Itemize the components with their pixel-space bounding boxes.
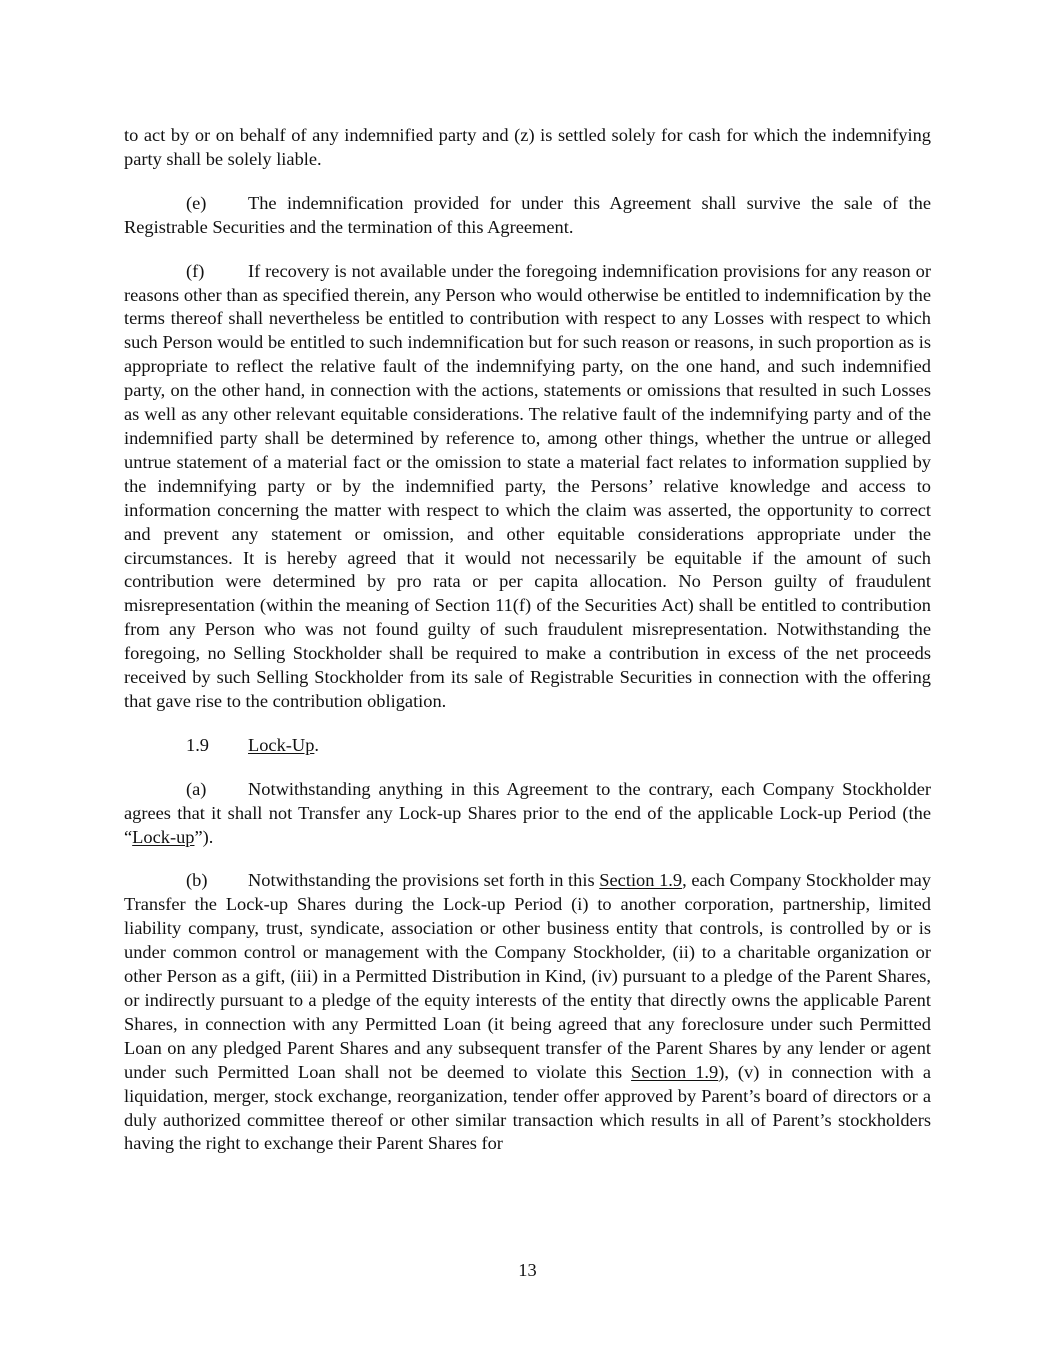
page-body bbox=[124, 124, 931, 1176]
paragraph-a-label: (a) bbox=[186, 778, 207, 799]
section-number: 1.9 bbox=[186, 734, 209, 755]
section-heading-1-9 bbox=[124, 734, 931, 758]
paragraph-a-text-before: Notwithstanding anything in this Agreement to the contrary, each Company Stockholder agrees that it shall not Transfer any Lock-up Shares prior to the end of the applicable Lock-up Period (the “ bbox=[124, 778, 931, 847]
paragraph-b-text-3: ), (v) in connection with a liquidation, merger, stock exchange, reorganization, tender offer approved by Parent’s board of directors or a duly authorized committee thereof or other similar transaction which results in all of Parent’s stockholders having the right to exchange their Parent Shares for bbox=[124, 1061, 931, 1154]
defined-term-lock-up: Lock-up bbox=[132, 826, 195, 847]
paragraph-f-label: (f) bbox=[186, 260, 205, 281]
paragraph-b bbox=[124, 869, 931, 1156]
paragraph-e-text: The indemnification provided for under this Agreement shall survive the sale of the Registrable Securities and the termination of this Agreement. bbox=[124, 192, 931, 237]
paragraph-f bbox=[124, 260, 931, 714]
section-title-suffix: . bbox=[314, 734, 319, 755]
section-title: Lock-Up bbox=[248, 734, 315, 755]
paragraph-f-text: If recovery is not available under the foregoing indemnification provisions for any reason or reasons other than as specified therein, any Person who would otherwise be entitled to indemnification by the terms thereof shall nevertheless be entitled to contribution with respect to any Losses with respect to which such Person would be entitled to such indemnification but for such reason or reasons, in such proportion as is appropriate to reflect the relative fault of the indemnifying party, on the one hand, and such indemnified party, on the other hand, in connection with the actions, statements or omissions that resulted in such Losses as well as any other relevant equitable considerations. The relative fault of the indemnifying party and of the indemnified party shall be determined by reference to, among other things, whether the untrue or alleged untrue statement of a material fact or the omission to state a material fact relates to information supplied by the indemnifying party or by the indemnified party, the Persons’ relative knowledge and access to information concerning the matter with respect to which the claim was asserted, the opportunity to correct and prevent any statement or omission, and other equitable considerations appropriate under the circumstances. It is hereby agreed that it would not necessarily be equitable if the amount of such contribution were determined by pro rata or per capita allocation. No Person guilty of fraudulent misrepresentation (within the meaning of Section 11(f) of the Securities Act) shall be entitled to contribution from any Person who was not found guilty of such fraudulent misrepresentation. Notwithstanding the foregoing, no Selling Stockholder shall be required to make a contribution in excess of the net proceeds received by such Selling Stockholder from its sale of Registrable Securities in connection with the offering that gave rise to the contribution obligation. bbox=[124, 260, 931, 711]
paragraph-a-text-after: ”). bbox=[194, 826, 214, 847]
section-reference-2: Section 1.9 bbox=[631, 1061, 719, 1082]
paragraph-b-label: (b) bbox=[186, 870, 208, 891]
paragraph-b-text-1: Notwithstanding the provisions set forth in this bbox=[248, 870, 600, 891]
paragraph-a bbox=[124, 778, 931, 850]
section-reference-1: Section 1.9 bbox=[599, 870, 683, 891]
paragraph-b-text-2: , each Company Stockholder may Transfer the Lock-up Shares during the Lock-up Period (i) to another corporation, partnership, limited liability company, trust, syndicate, association or other business entity that controls, is controlled by or is under common control or management with the Company Stockholder, (ii) to a charitable organization or other Person as a gift, (iii) in a Permitted Distribution in Kind, (iv) pursuant to a pledge of the Parent Shares, or indirectly pursuant to a pledge of the equity interests of the entity that directly owns the applicable Parent Shares, in connection with any Permitted Loan (it being agreed that any foreclosure under such Permitted Loan on any pledged Parent Shares and any subsequent transfer of the Parent Shares by any lender or agent under such Permitted Loan shall not be deemed to violate this bbox=[124, 870, 931, 1082]
continuation-paragraph: to act by or on behalf of any indemnified party and (z) is settled solely for cash for which the indemnifying party shall be solely liable. bbox=[124, 125, 931, 169]
page-number: 13 bbox=[518, 1260, 537, 1280]
paragraph-e bbox=[124, 192, 931, 240]
paragraph-e-label: (e) bbox=[186, 192, 207, 213]
